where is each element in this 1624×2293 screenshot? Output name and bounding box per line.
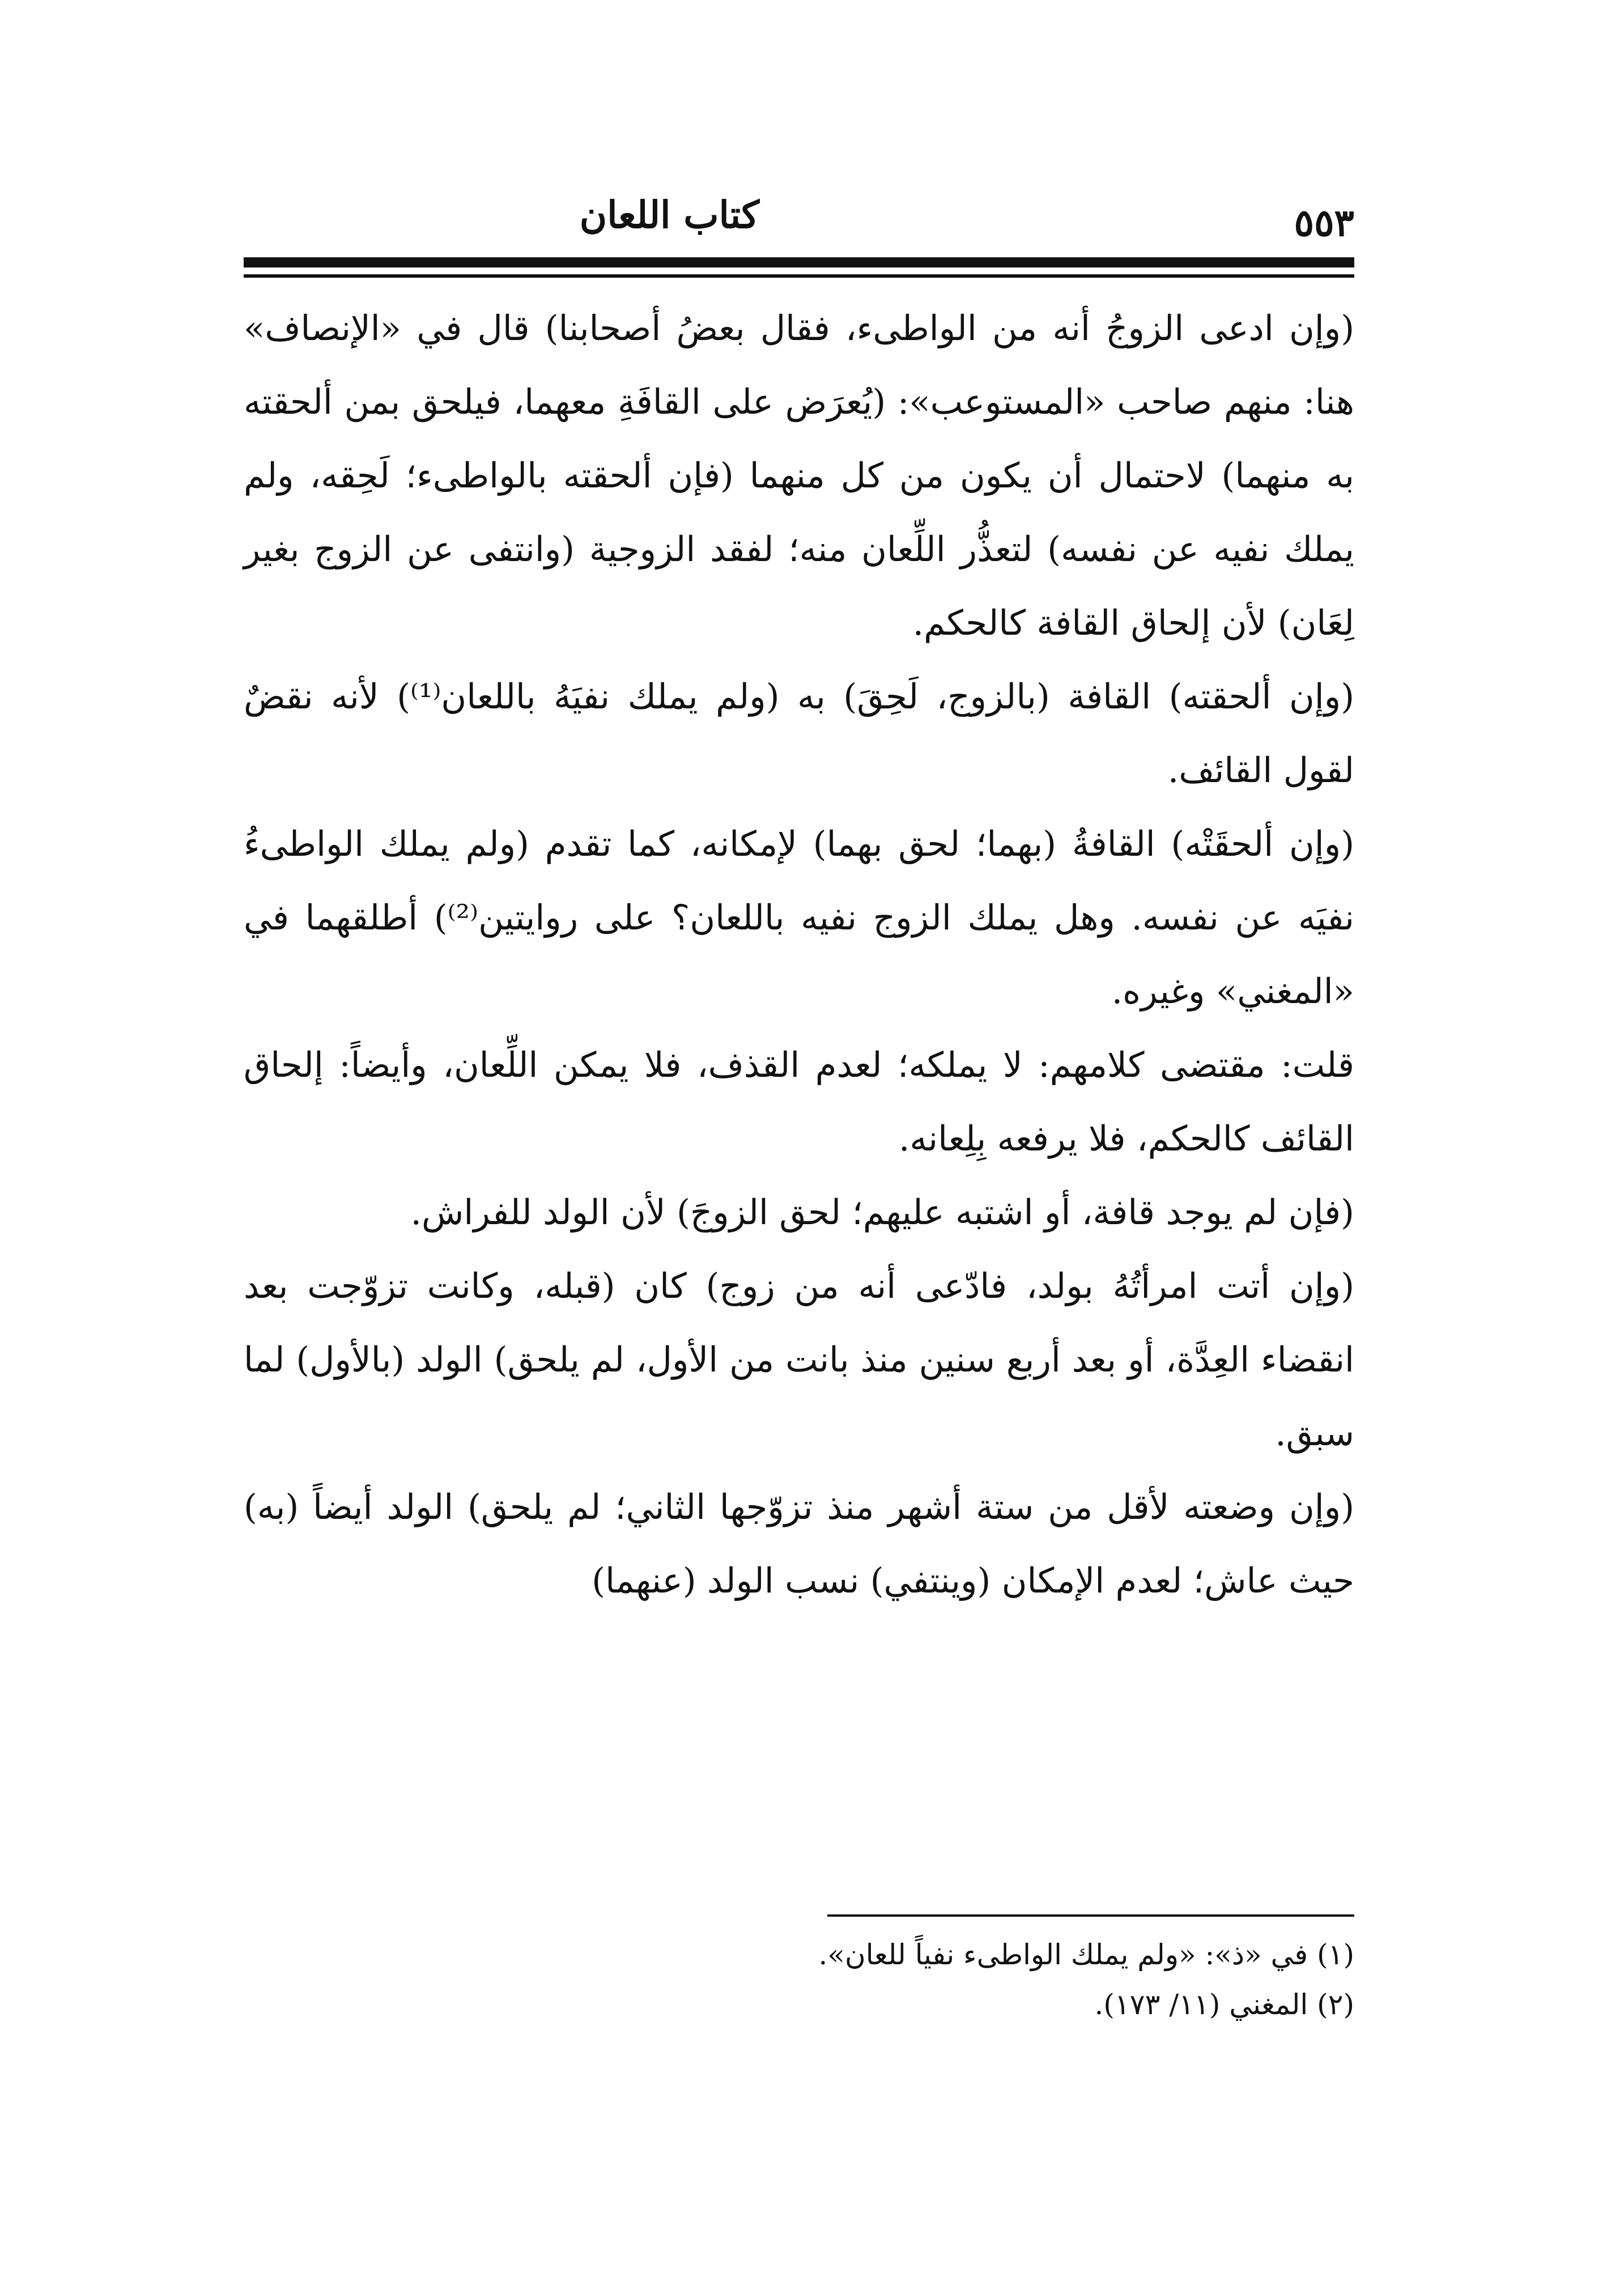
paragraph-1: (وإن ادعى الزوجُ أنه من الواطىء، فقال بعضُ أصحابنا) قال في «الإنصاف» هنا: منهم صاحب «المستوعب»: (يُعرَض على القافَةِ معهما، فيلحق بمن ألحقته به منهما) لاحتمال أن يكون من كل منهما (فإن ألحقته بالواطىء؛ لَحِقه، ولم يملك نفيه عن نفسه) لتعذُّر اللِّعان منه؛ لفقد الزوجية (وانتفى عن الزوج بغير لِعَان) لأن إلحاق القافة كالحكم. (244, 308, 1355, 643)
paragraph-5: (فإن لم يوجد قافة، أو اشتبه عليهم؛ لحق الزوجَ) لأن الولد للفراش. (410, 1192, 1354, 1233)
footnote-1: (١) في «ذ»: «ولم يملك الواطىء نفياً للعان». (818, 1938, 1354, 1971)
header-rule-thin (244, 274, 1354, 278)
header-rule-thick (244, 257, 1354, 267)
paragraph-6: (وإن أتت امرأتُهُ بولد، فادّعى أنه من زوج) كان (قبله، وكانت تزوّجت بعد انقضاء العِدَّة، أو بعد أربع سنين منذ بانت من الأول، لم يلحق) الولد (بالأول) لما سبق. (244, 1266, 1354, 1454)
page-header (244, 193, 1354, 244)
footnote-separator (827, 1914, 1354, 1917)
paragraph-3: (وإن ألحقَتْه) القافةُ (بهما؛ لحق بهما) لإمكانه، كما تقدم (ولم يملك الواطىءُ نفيَه عن نفسه. وهل يملك الزوج نفيه باللعان؟ على روايتين⁽²⁾) أطلقهما في «المغني» وغيره. (244, 824, 1354, 1012)
main-text (244, 292, 1354, 1618)
chapter-title: كتاب اللعان (579, 193, 759, 237)
paragraph-4: قلت: مقتضى كلامهم: لا يملكه؛ لعدم القذف، فلا يمكن اللِّعان، وأيضاً: إلحاق القائف كالحكم، فلا يرفعه بِلِعانه. (244, 1045, 1354, 1159)
paragraph-2: (وإن ألحقته) القافة (بالزوج، لَحِقَ) به (ولم يملك نفيَهُ باللعان⁽¹⁾) لأنه نقضٌ لقول القائف. (244, 677, 1354, 791)
page-number: ٥٥٣ (1294, 201, 1354, 245)
footnotes (244, 1930, 1354, 2029)
footnote-2: (٢) المغني (١١/ ١٧٣). (1094, 1988, 1354, 2021)
paragraph-7: (وإن وضعته لأقل من ستة أشهر منذ تزوّجها الثاني؛ لم يلحق) الولد أيضاً (به) حيث عاش؛ لعدم الإمكان (وينتفي) نسب الولد (عنهما) (244, 1487, 1354, 1601)
